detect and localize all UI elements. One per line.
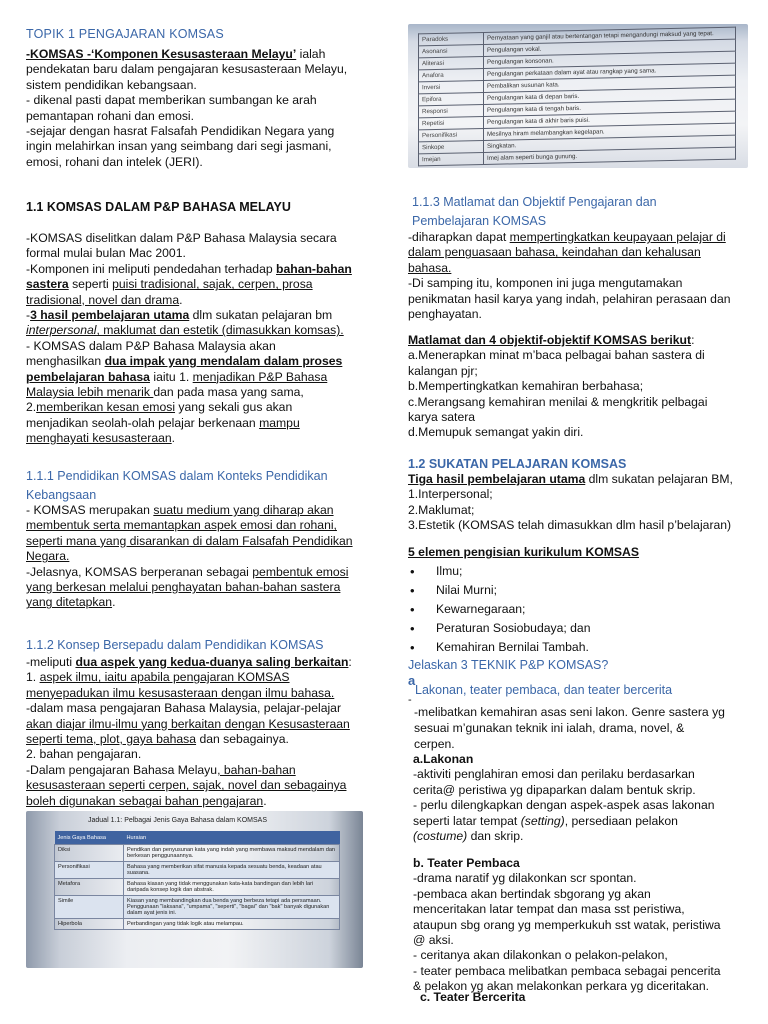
teater-pembaca-title: b. Teater Pembaca [413,856,520,870]
table-cell: Asonansi [419,44,484,57]
body-line [26,431,376,446]
text-span: dua aspek yang kedua-duanya saling berkaitan [75,655,349,669]
teater-bercerita-title: c. Teater Bercerita [420,990,526,1004]
body-line [26,293,376,308]
table-cell: Bahasa kiasan yang tidak menggunakan kata-kata bandingan dan lebih lari daripada konsep logik dan abstrak. [124,879,340,896]
text-span: dlm sukatan pelajaran bm [189,308,333,323]
body-line: 2. bahan pengajaran. [26,747,142,762]
list-item: • Peraturan Sosiobudaya; dan [408,619,753,638]
teater-pembaca-section [413,856,753,995]
body-line [26,670,376,685]
body-line: Negara. [26,549,70,564]
table-cell: Pengulangan konsonan. [484,51,736,68]
table-cell: Pengulangan vokal. [484,39,736,56]
text-span: mampu [259,415,300,430]
body-line: -aktiviti penglahiran emosi dan perilaku berdasarkan [413,767,695,782]
body-line [26,763,376,778]
body-line: formal mulai bulan Mac 2001. [26,246,186,261]
body-line [413,814,753,829]
body-line: sesuai m’gunakan teknik ini ialah, drama, novel, & [414,721,685,735]
text-span: menjadikan seolah-olah pelajar berkenaan [26,415,260,430]
body-line: penghayatan. [408,307,482,322]
text-span: seperti latar tempat [413,813,521,828]
table-cell: Inversi [419,80,484,93]
body-line: - KOMSAS dalam P&P Bahasa Malaysia akan [26,338,276,353]
table-cell: Pernyataan yang ganjil atau bertentangan tetapi mengandungi maksud yang tepat. [484,27,736,44]
heading-line: 1.1.3 Matlamat dan Objektif Pengajaran dan [412,195,657,209]
text-span: yang sekali gus akan [175,400,293,415]
table-cell: Diksi [55,845,124,862]
text-span: (setting) [520,813,565,828]
table-row [55,919,340,930]
objectives-block [408,333,753,441]
elemen-title: 5 elemen pengisian kurikulum KOMSAS [408,545,639,559]
text-span: -meliputi [26,655,76,669]
body-line: @ aksi. [413,933,454,948]
section-1-1-1-body [26,503,376,611]
body-line [26,655,376,670]
body-line: dalam penguasaan bahasa, keindahan dan kehalusan [408,245,701,260]
text-span: 3 hasil pembelajaran utama [30,308,190,323]
text-span: yang ditetapkan [26,595,113,610]
text-span: , bahan-bahan [217,762,296,777]
table-cell: Hiperbola [55,919,124,930]
body-line [26,503,376,518]
section-1-1-title: 1.1 KOMSAS DALAM P&P BAHASA MELAYU [26,200,291,214]
table-cell: Simile [55,896,124,919]
text-span: pembelajaran bahasa [26,369,150,384]
text-span: . [263,793,267,808]
komponen-term: ‘Komponen Kesusasteraan Melayu’ [91,47,297,61]
text-span: Matlamat dan 4 objektif-objektif KOMSAS berikut [408,333,692,347]
table-cell: Paradoks [419,32,484,45]
table-cell: Pembalikan susunan kata. [484,75,736,92]
list-item: • Kemahiran Bernilai Tambah. [408,638,753,657]
table-cell: Kiasan yang membandingkan dua benda yang berbeza tetapi ada persamaan. Penggunaan "laksana", "umpama", "seperti", "bagai" dan "bak" banyak digunakan dalam ayat jenis ini. [124,896,340,919]
text-span: dan sebagainya. [196,732,289,747]
list-item: • Ilmu; [408,562,753,581]
section-1-2-body [408,472,753,534]
lakonan-group-title: Lakonan, teater pembaca, dan teater bercerita [415,683,673,697]
section-1-1-3-body [408,230,753,322]
body-line [408,472,753,487]
text-span: : [348,655,352,669]
intro-paragraph [26,47,376,170]
gaya-bahasa-table [54,831,340,930]
table-header-cell: Huraian [124,831,340,845]
text-span: suatu medium yang diharap akan [153,503,334,517]
table-cell: Pengulangan kata di depan baris. [484,87,736,104]
text-span: bahan-bahan [276,261,352,276]
body-line: - perlu dilengkapkan dengan aspek-aspek asas lakonan [413,798,715,813]
text-span: , persediaan pelakon [564,813,678,828]
table-row [55,862,340,879]
objectives-title [408,333,753,348]
body-line [26,794,376,809]
body-line: kesusasteraan seperti cerpen, sajak, novel dan sebagainya [26,778,347,793]
section-1-1-1-title [26,467,328,505]
body-line [26,565,376,580]
body-line: bahasa. [408,260,452,275]
table-cell: Personifikasi [55,862,124,879]
intro-line: -sejajar dengan hasrat Falsafah Pendidikan Negara yang [26,124,335,139]
table-cell: Aliterasi [419,56,484,69]
gaya-bahasa-continued-table [418,27,736,167]
body-line [26,354,376,369]
table-cell: Pengulangan perkataan dalam ayat atau rangkap yang sama. [484,63,736,80]
text-span: - [26,308,31,323]
text-span: , maklumat dan estetik (dimasukkan komsas). [96,323,344,338]
text-span: Tiga hasil pembelajaran utama [408,472,586,486]
table-cell: Responsi [419,104,484,117]
text-span: menghasilkan [26,354,105,369]
body-line [26,732,376,747]
body-line [413,829,753,844]
body-line: 3.Estetik (KOMSAS telah dimasukkan dlm hasil p’belajaran) [408,518,732,533]
body-line: -Di samping itu, komponen ini juga mengutamakan [408,276,683,291]
body-line [26,262,376,277]
body-line [408,230,753,245]
table-header-cell: Jenis Gaya Bahasa [55,831,124,845]
text-span: ialah [296,47,326,61]
body-line: & pelakon yg akan melakonkan perkara yg diceritakan. [413,979,710,994]
body-line [26,370,376,385]
body-line: - teater pembaca melibatkan pembaca sebagai pencerita [413,963,721,978]
table-cell: Bahasa yang memberikan sifat manusia kepada sesuatu benda, keadaan atau suasana. [124,862,340,879]
table-row [55,896,340,919]
text-span: 2. [26,400,37,415]
text-span: menjadikan P&P Bahasa [192,369,328,384]
text-span: : [691,333,695,347]
a-marker: a [408,673,416,688]
body-line [26,277,376,292]
body-line [26,416,376,431]
table-cell: Pendikan dan penyusunan kata yang indah yang membawa maksud mendalam dan berkesan penggunaannya. [124,845,340,862]
text-span: puisi tradisional, sajak, cerpen, prosa [112,277,313,292]
body-line: -dalam masa pengajaran Bahasa Malaysia, pelajar-pelajar [26,701,342,716]
objective-line: karya satera [408,410,476,425]
list-item: • Nilai Murni; [408,581,753,600]
table-cell: Imej alam seperti bunga gunung. [484,147,736,164]
section-1-1-2-body [26,655,376,809]
text-span: dan skrip. [467,829,524,844]
heading-line: 1.1.1 Pendidikan KOMSAS dalam Konteks Pendidikan [26,469,328,483]
table-cell: Perbandingan yang tidak logik atau melampau. [124,919,340,930]
text-span: pembentuk emosi [252,564,349,579]
table-cell: Singkatan. [484,135,736,152]
text-span: . [112,595,116,610]
text-span: boleh digunakan sebagai bahan pengajaran [26,793,264,808]
table-cell: Sinkope [419,140,484,153]
section-1-1-3-title [412,193,657,231]
text-span: memberikan kesan emosi [36,400,176,415]
text-span: Malaysia lebih menarik [26,385,154,400]
text-span: sastera [26,277,69,292]
body-line: ataupun sbg orang yg memperkukuh sst watak, peristiwa [413,917,721,932]
objective-line: a.Menerapkan minat m’baca pelbagai bahan sastera di [408,348,705,363]
body-line: -pembaca akan bertindak sbgorang yg akan [413,886,651,901]
objective-line: d.Memupuk semangat yakin diri. [408,425,584,440]
body-line: menceritakan latar tempat dan masa sst peristiwa, [413,902,685,917]
topic-title: TOPIK 1 PENGAJARAN KOMSAS [26,27,224,41]
intro-line: sistem pendidikan kebangsaan. [26,77,197,92]
body-line: yang berkesan melalui penghayatan bahan-bahan sastera [26,580,341,595]
body-line [26,595,376,610]
table-cell: Imejan [419,152,484,165]
text-span: - KOMSAS merupakan [26,503,154,517]
elemen-list [408,562,753,657]
body-line: cerita@ peristiwa yg dipaparkan dalam bentuk skrip. [413,782,696,797]
body-line: cerpen. [414,737,455,751]
table-cell: Anafora [419,68,484,81]
text-span: menghayati kesusasteraan [26,431,172,446]
text-span: (costume) [413,829,468,844]
table-cell: Mesilnya hiram melambangkan kegelapan. [484,123,736,140]
heading-line: Kebangsaan [26,488,97,502]
section-1-1-body [26,231,376,447]
intro-line: - dikenal pasti dapat memberikan sumbangan ke arah [26,93,317,108]
text-span: seperti [68,277,113,292]
gaya-bahasa-continued-photo [408,24,748,168]
section-1-1-2-title: 1.1.2 Konsep Bersepadu dalam Pendidikan KOMSAS [26,638,324,652]
intro-line: ingin melahirkan insan yang seimbang dari segi jasmani, [26,139,332,154]
objective-line: b.Mempertingkatkan kemahiran berbahasa; [408,379,644,394]
objective-line: c.Merangsang kemahiran menilai & mengkritik pelbagai [408,394,708,409]
intro-line: emosi, rohani dan intelek (JERI). [26,154,203,169]
text-span: -Komponen ini meliputi pendedahan terhadap [26,261,277,276]
text-span: mempertingkatkan keupayaan pelajar di [509,230,726,244]
body-line: membentuk serta memantapkan aspek emosi dan rohani, [26,518,337,533]
text-span: iaitu 1. [149,369,193,384]
lakonan-title: a.Lakonan [413,752,474,766]
body-line: seperti mana yang disarankan di dalam Falsafah Pendidikan [26,533,353,548]
table-row [55,879,340,896]
body-line: penikmatan hasil karya yang indah, pelahiran perasaan dan [408,291,731,306]
body-line: -melibatkan kemahiran asas seni lakon. Genre sastera yg [414,705,725,719]
body-line: -drama naratif yg dilakonkan scr spontan. [413,871,637,886]
table-caption: Jadual 1.1: Pelbagai Jenis Gaya Bahasa dalam KOMSAS [88,817,267,824]
teknik-question: Jelaskan 3 TEKNIK P&P KOMSAS? [408,658,609,672]
body-line [26,308,376,323]
teknik-body [414,704,754,752]
table-row [55,845,340,862]
text-span: dua impak yang mendalam dalam proses [104,354,343,369]
text-span: aspek ilmu, iaitu apabila pengajaran KOMSAS [39,670,290,685]
heading-line: Pembelajaran KOMSAS [412,214,547,228]
section-1-2-title: 1.2 SUKATAN PELAJARAN KOMSAS [408,457,627,471]
table-cell: Metafora [55,879,124,896]
text-span: -Jelasnya, KOMSAS berperanan sebagai [26,564,253,579]
text-span: . [179,292,183,307]
text-span: 1. [26,670,40,685]
text-span: . [171,431,176,446]
table-cell: Pengulangan kata di akhir baris puisi. [484,111,736,128]
text-span: dan pada masa yang sama, [153,385,304,400]
body-line: menyepadukan ilmu kesusasteraan dengan ilmu bahasa. [26,685,335,700]
komsas-term: -KOMSAS - [26,47,91,61]
text-span: -diharapkan dapat [408,230,510,244]
table-cell: Repetisi [419,116,484,129]
table-cell: Pengulangan kata di tengah baris. [484,99,736,116]
intro-line: pemantapan rohani dan emosi. [26,108,195,123]
gaya-bahasa-table-photo [26,811,363,968]
text-span: -Dalam pengajaran Bahasa Melayu [26,762,218,777]
text-span: interpersonal [26,323,97,338]
dash-marker: - [408,694,412,706]
text-span: seperti tema, plot, gaya bahasa [26,732,197,747]
table-cell: Personifikasi [419,128,484,141]
body-line: - ceritanya akan dilakonkan o pelakon-pelakon, [413,948,668,963]
text-span: tradisional, novel dan drama [26,292,180,307]
list-item: • Kewarnegaraan; [408,600,753,619]
intro-line: pendekatan baru dalam pengajaran kesusasteraan Melayu, [26,62,348,77]
body-line [26,400,376,415]
body-line [26,323,376,338]
body-line: 2.Maklumat; [408,502,475,517]
table-cell: Epifora [419,92,484,105]
text-span: dlm sukatan pelajaran BM, [585,472,733,486]
body-line [26,385,376,400]
objective-line: kalangan pjr; [408,363,478,378]
body-line: -KOMSAS diselitkan dalam P&P Bahasa Malaysia secara [26,231,337,245]
body-line: akan diajar ilmu-ilmu yang berkaitan dengan Kesusasteraan [26,716,350,731]
table-header-row [55,831,340,845]
body-line: 1.Interpersonal; [408,487,493,502]
lakonan-section [413,752,753,844]
